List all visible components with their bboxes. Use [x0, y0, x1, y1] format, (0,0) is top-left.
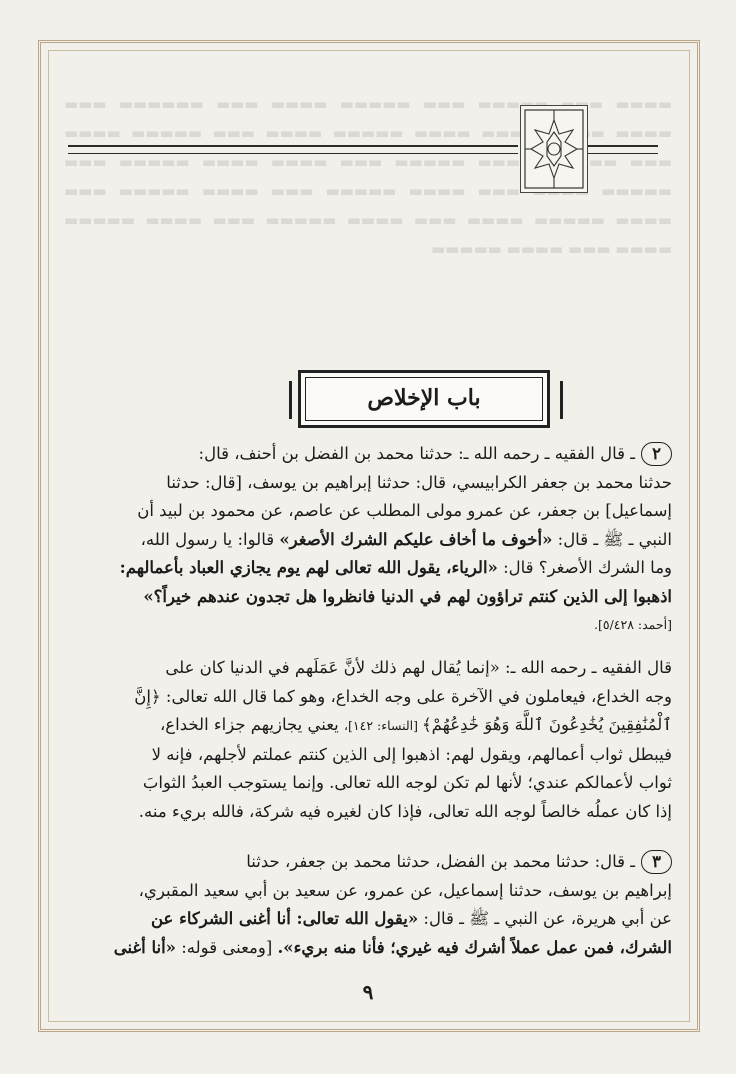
hadith-3-quote: الشرك، فمن عمل عملاً أشرك فيه غيري؛ فأنا منه بريء».: [277, 937, 672, 957]
hadith-2-text: ـ قال الفقيه ـ رحمه الله ـ: حدثنا محمد بن الفضل بن أحنف، قال:: [198, 444, 636, 463]
hadith-3-quote: «يقول الله تعالى: أنا أغنى الشركاء عن: [150, 909, 419, 928]
quran-verse: ٱلْمُنَٰفِقِينَ يُخَٰدِعُونَ ٱللَّهَ وَهُوَ خَٰدِعُهُمْ﴾: [422, 715, 672, 734]
commentary-line-6: إذا كان عملُه خالصاً لوجه الله تعالى، فإذا كان لغيره فيه شركة، فالله بريء منه.: [138, 801, 672, 821]
hadith-2-line-5: [64, 554, 672, 583]
hadith-2-citation: [أحمد: ٥/٤٢٨].: [594, 617, 672, 632]
hadith-2-line-4: [64, 526, 672, 555]
hadith-3-block: [64, 848, 672, 962]
header-ornament-rule-right: [588, 145, 658, 154]
commentary-line-1: قال الفقيه ـ رحمه الله ـ: «إنما يُقال لهم ذلك لأنَّ عَمَلَهم في الدنيا كان على: [165, 658, 672, 677]
hadith-number-badge: ٣: [641, 850, 672, 874]
hadith-3-quote: «أنا أغنى: [113, 937, 176, 957]
hadith-2-line-1: [64, 440, 672, 469]
hadith-2-line-2: حدثنا محمد بن جعفر الكرابيسي، قال: حدثنا إبراهيم بن يوسف، [قال: حدثنا: [166, 472, 672, 492]
commentary-line-3: [64, 711, 672, 741]
commentary-block: [64, 654, 672, 826]
hadith-2-text: النبي ـ ﷺ ـ قال:: [552, 529, 672, 549]
chapter-title-frame: [298, 370, 550, 428]
hadith-2-text: قالوا: يا رسول الله،: [140, 529, 280, 549]
commentary-text: يعني يجازيهم جزاء الخداع،: [159, 715, 344, 734]
verse-citation: [النساء: ١٤٢]،: [344, 718, 423, 733]
hadith-3-text: [ومعنى قوله:: [176, 937, 278, 957]
hadith-3-text: عن أبي هريرة، عن النبي ـ ﷺ ـ قال:: [418, 909, 672, 928]
hadith-3-line-1: [64, 848, 672, 877]
header-ornament-rule-left: [68, 145, 518, 154]
commentary-line-2: وجه الخداع، فيعاملون في الآخرة على وجه الخداع، وهو كما قال الله تعالى: ﴿إِنَّ: [134, 686, 672, 706]
page-number: ٩: [362, 980, 374, 1004]
hadith-2-text: وما الشرك الأصغر؟ قال:: [497, 558, 672, 577]
hadith-3-line-2: إبراهيم بن يوسف، حدثنا إسماعيل، عن عمرو، عن سعيد بن أبي سعيد المقبري،: [138, 880, 672, 900]
hadith-2-line-6: اذهبوا إلى الذين كنتم تراؤون لهم في الدنيا فانظروا هل تجدون عندهم خيراً؟»: [143, 586, 672, 606]
show-through-text-top: ▬▬▬▬ ▬▬▬ ▬▬▬▬▬ ▬▬▬ ▬▬▬▬▬ ▬▬▬▬ ▬▬▬ ▬▬▬▬▬▬ ▬▬▬ ▬▬▬▬ ▬▬▬▬▬ ▬▬▬ ▬▬▬▬ ▬▬▬▬▬ ▬▬▬▬ ▬▬▬ ▬▬▬▬▬ ▬▬▬▬ ▬▬▬ ▬▬▬▬▬ ▬▬▬▬ ▬▬▬▬▬ ▬▬▬ ▬▬▬▬ ▬▬▬▬ ▬▬▬▬▬ ▬▬▬ ▬▬▬▬▬ ▬▬▬▬ ▬▬▬ ▬▬▬▬ ▬▬▬▬▬ ▬▬▬ ▬▬▬▬ ▬▬▬▬▬ ▬▬▬ ▬▬▬▬ ▬▬▬▬▬ ▬▬▬▬ ▬▬▬ ▬▬▬▬ ▬▬▬▬▬ ▬▬▬ ▬▬▬▬ ▬▬▬▬▬ ▬▬▬▬ ▬▬▬ ▬▬▬▬ ▬▬▬▬▬: [64, 95, 672, 258]
hadith-2-line-3: إسماعيل] بن جعفر، عن عمرو مولى المطلب عن عاصم، عن محمود بن لبيد أن: [137, 501, 672, 520]
hadith-2-quote: «أخوف ما أخاف عليكم الشرك الأصغر»: [279, 529, 553, 549]
hadith-3-text: ـ قال: حدثنا محمد بن الفضل، حدثنا محمد بن جعفر، حدثنا: [246, 852, 636, 871]
commentary-line-4: فيبطل ثواب أعمالهم، ويقول لهم: اذهبوا إلى الذين كنتم عملتم لأجلهم، فإنه لا: [151, 744, 672, 764]
hadith-3-line-3: [64, 905, 672, 934]
hadith-number-badge: ٢: [641, 442, 672, 466]
geometric-star-ornament-icon: [520, 105, 588, 193]
commentary-line-5: ثواب لأعمالكم عندي؛ لأنها لم تكن لوجه الله تعالى. وإنما يستوجب العبدُ الثوابَ: [142, 773, 672, 792]
hadith-2-block: [64, 440, 672, 640]
hadith-2-quote: «الرياء، يقول الله تعالى لهم يوم يجازي العباد بأعمالهم:: [119, 558, 498, 577]
chapter-title: باب الإخلاص: [367, 385, 481, 411]
hadith-3-line-4: [64, 934, 672, 963]
